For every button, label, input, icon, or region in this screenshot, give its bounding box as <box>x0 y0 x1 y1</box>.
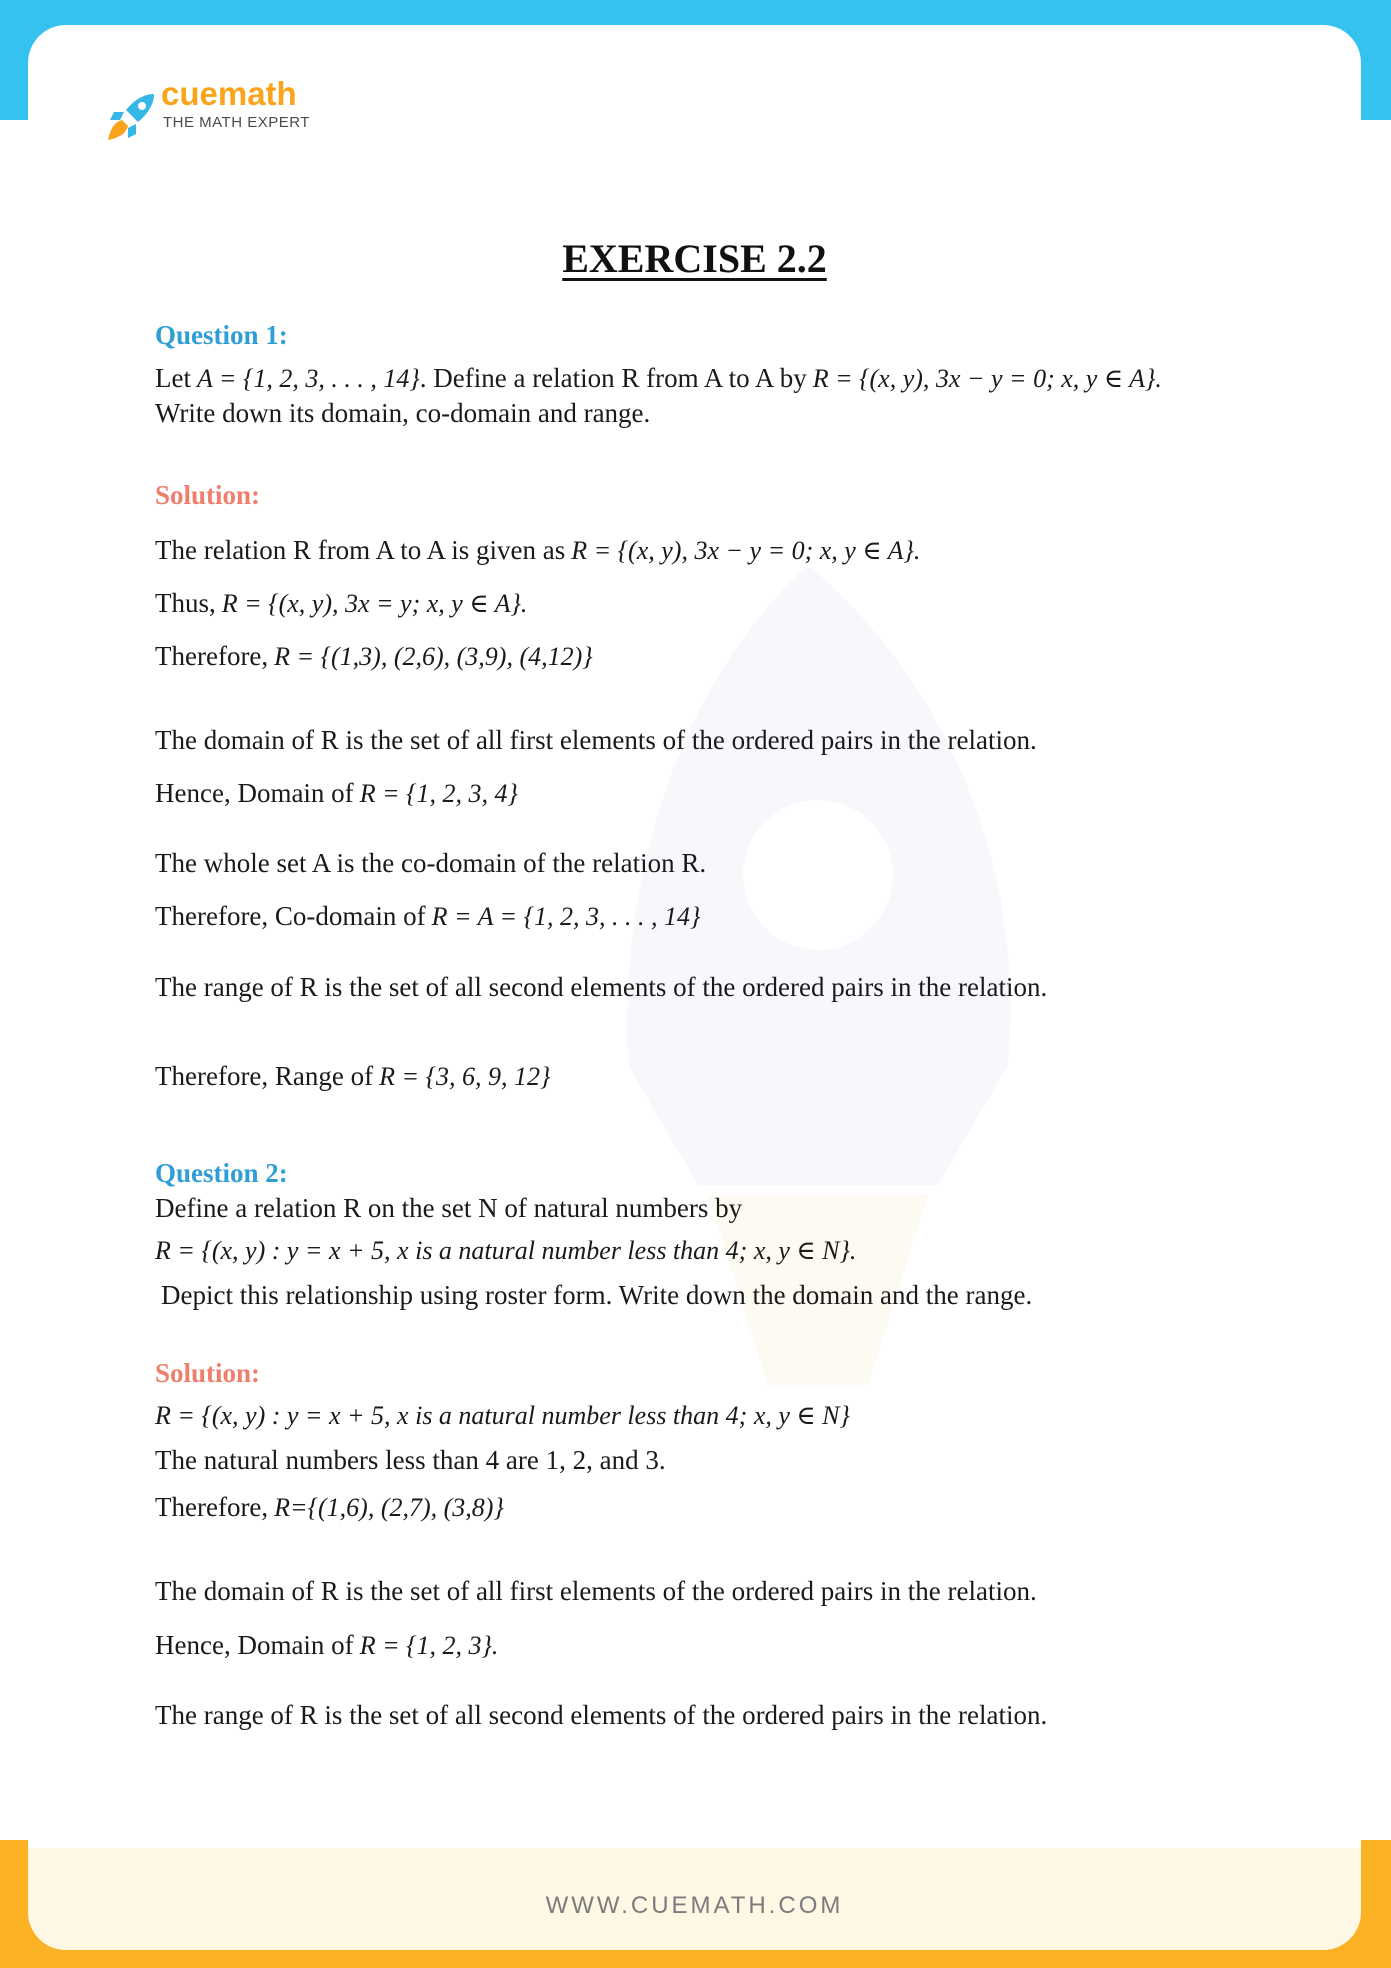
solution-1-line-6: The whole set A is the co-domain of the relation R. <box>155 848 707 878</box>
solution-2-line-5: Hence, Domain of R = {1, 2, 3}. <box>155 1630 499 1660</box>
set-a-math: A = {1, 2, 3, . . . , 14} <box>196 364 420 393</box>
brand-tagline: THE MATH EXPERT <box>163 114 310 131</box>
question-2-line-1: Define a relation R on the set N of natural numbers by <box>155 1193 743 1223</box>
relation-r-math: R = {(x, y), 3x − y = 0; x, y ∈ A}. <box>812 364 1162 393</box>
solution-2-line-1: R = {(x, y) : y = x + 5, x is a natural number less than 4; x, y ∈ N} <box>155 1401 850 1430</box>
solution-1-line-7: Therefore, Co-domain of R = A = {1, 2, 3, . . . , 14} <box>155 901 701 931</box>
footer-url: WWW.CUEMATH.COM <box>545 1892 844 1919</box>
question-1-line-1: Let A = {1, 2, 3, . . . , 14}. Define a relation R from A to A by R = {(x, y), 3x − y = 0; x, y ∈ A}. <box>155 363 1162 393</box>
brand-name: cuemath <box>161 75 297 112</box>
solution-2-line-3: Therefore, R={(1,6), (2,7), (3,8)} <box>155 1492 504 1522</box>
solution-1-line-4: The domain of R is the set of all first elements of the ordered pairs in the relation. <box>155 725 1037 755</box>
solution-1-label: Solution: <box>155 480 261 510</box>
solution-1-line-3: Therefore, R = {(1,3), (2,6), (3,9), (4,12)} <box>155 641 593 671</box>
solution-1-line-8: The range of R is the set of all second elements of the ordered pairs in the relation. <box>155 972 1048 1002</box>
solution-1-line-2: Thus, R = {(x, y), 3x = y; x, y ∈ A}. <box>155 588 528 618</box>
solution-2-line-6: The range of R is the set of all second elements of the ordered pairs in the relation. <box>155 1700 1048 1730</box>
page-card <box>28 25 1361 1950</box>
cuemath-rocket-logo-icon <box>106 90 158 142</box>
footer-band <box>28 1848 1361 1950</box>
solution-2-line-4: The domain of R is the set of all first elements of the ordered pairs in the relation. <box>155 1576 1037 1606</box>
solution-1-line-9: Therefore, Range of R = {3, 6, 9, 12} <box>155 1061 551 1091</box>
solution-2-label: Solution: <box>155 1358 261 1388</box>
solution-1-line-5: Hence, Domain of R = {1, 2, 3, 4} <box>155 778 518 808</box>
question-1-line-2: Write down its domain, co-domain and range. <box>155 398 651 428</box>
question-1-label: Question 1: <box>155 320 288 350</box>
page-title: EXERCISE 2.2 <box>562 236 827 281</box>
question-2-line-3: Depict this relationship using roster form. Write down the domain and the range. <box>161 1280 1033 1310</box>
solution-2-line-2: The natural numbers less than 4 are 1, 2, and 3. <box>155 1445 666 1475</box>
solution-1-line-1: The relation R from A to A is given as R = {(x, y), 3x − y = 0; x, y ∈ A}. <box>155 535 921 565</box>
question-2-line-2: R = {(x, y) : y = x + 5, x is a natural number less than 4; x, y ∈ N}. <box>155 1236 857 1265</box>
question-2-label: Question 2: <box>155 1158 288 1188</box>
